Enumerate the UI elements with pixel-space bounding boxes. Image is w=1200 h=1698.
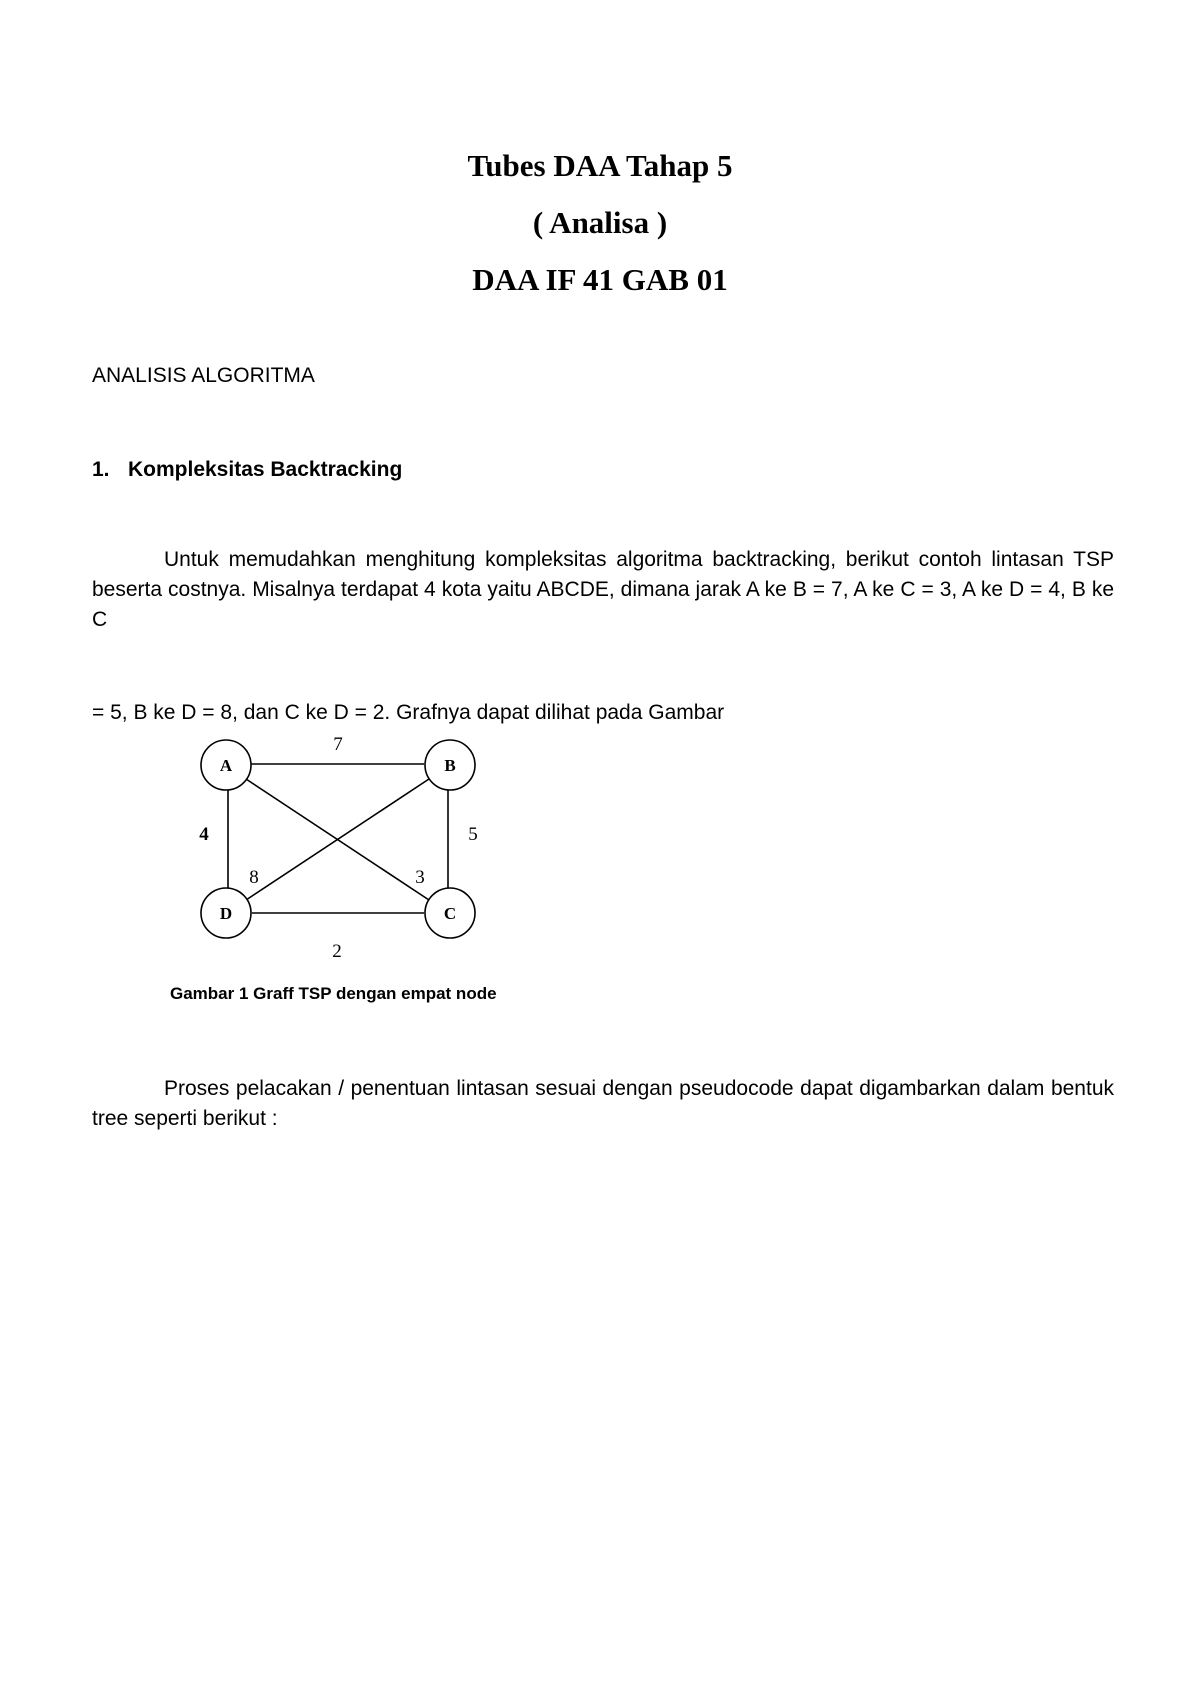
subsection-title: Kompleksitas Backtracking (128, 458, 403, 481)
figure-caption: Gambar 1 Graff TSP dengan empat node (170, 984, 497, 1003)
subsection-number: 1. (92, 458, 110, 481)
weight-a-b: 7 (333, 734, 343, 755)
node-label-b: B (444, 756, 456, 775)
weight-d-b: 8 (249, 867, 259, 888)
section-heading: ANALISIS ALGORITMA (92, 364, 315, 387)
node-label-c: C (443, 904, 457, 923)
document-title: Tubes DAA Tahap 5 (467, 148, 733, 183)
tsp-graph-figure (190, 730, 490, 960)
node-label-d: D (219, 904, 233, 923)
paragraph-intro: Untuk memudahkan menghitung kompleksitas algoritma backtracking, berikut contoh lintasan TSP beserta costnya. Misalnya terdapat 4 kota yaitu ABCDE, dimana jarak A ke B = 7, A ke C = 3, A ke D = 4, B ke C (92, 548, 1114, 631)
paragraph-distances: = 5, B ke D = 8, dan C ke D = 2. Grafnya dapat dilihat pada Gambar (92, 701, 725, 724)
weight-b-c: 5 (468, 824, 478, 845)
weight-a-d: 4 (199, 824, 209, 845)
document-group-label: DAA IF 41 GAB 01 (472, 262, 728, 297)
subsection-heading (92, 455, 402, 485)
weight-a-c: 3 (415, 867, 425, 888)
tsp-graph-svg (190, 730, 490, 960)
weight-d-c: 2 (332, 941, 342, 960)
paragraph-process: Proses pelacakan / penentuan lintasan sesuai dengan pseudocode dapat digambarkan dalam bentuk tree seperti berikut : (92, 1077, 1114, 1130)
document-subtitle: ( Analisa ) (532, 205, 668, 240)
node-label-a: A (219, 756, 233, 775)
